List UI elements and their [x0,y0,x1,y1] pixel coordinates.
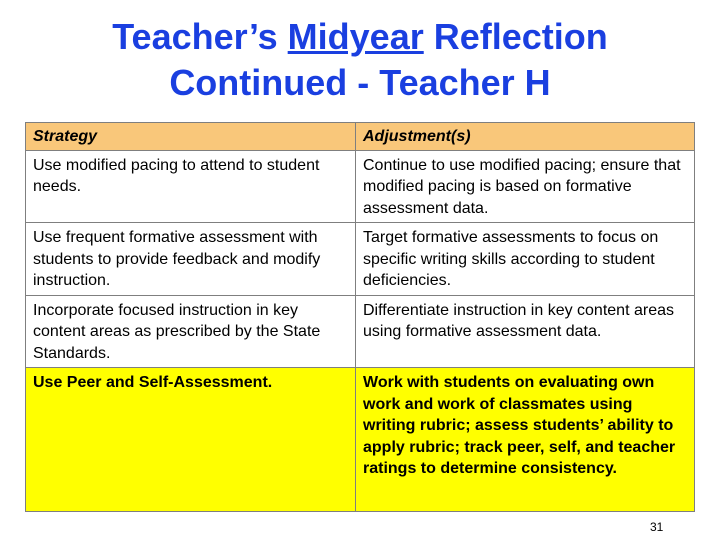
strategy-cell: Use Peer and Self-Assessment. [26,368,356,512]
adjustment-cell: Differentiate instruction in key content areas using formative assessment data. [356,295,695,368]
title-underlined-word: Midyear [287,16,424,57]
table-row [26,150,695,223]
title-line1 [112,16,608,57]
table-row [26,223,695,296]
table-row [26,295,695,368]
strategy-cell: Use modified pacing to attend to student needs. [26,150,356,223]
adjustment-cell: Target formative assessments to focus on specific writing skills according to student deficiencies. [356,223,695,296]
title-pre: Teacher’s [112,16,288,57]
page-number: 31 [650,520,664,534]
adjustment-cell: Continue to use modified pacing; ensure that modified pacing is based on formative assessment data. [356,150,695,223]
table-row-highlighted [26,368,695,512]
header-strategy: Strategy [26,123,356,151]
slide-title [0,14,720,106]
strategy-cell: Use frequent formative assessment with students to provide feedback and modify instruction. [26,223,356,296]
title-line2: Continued - Teacher H [169,62,551,103]
title-post: Reflection [423,16,608,57]
reflection-table [25,122,695,512]
header-adjustments: Adjustment(s) [356,123,695,151]
adjustment-cell: Work with students on evaluating own work and work of classmates using writing rubric; assess students’ ability to apply rubric; track peer, self, and teacher ratings to determine consistency. [356,368,695,512]
strategy-cell: Incorporate focused instruction in key content areas as prescribed by the State Standards. [26,295,356,368]
table-header-row [26,123,695,151]
